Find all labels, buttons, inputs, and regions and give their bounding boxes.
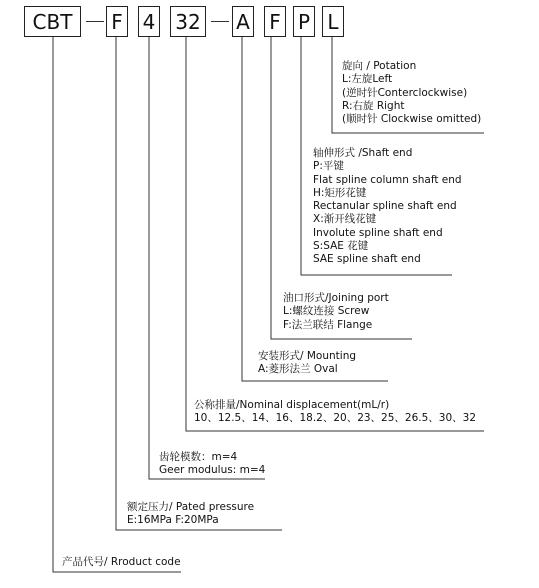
- mounting-description: [258, 350, 356, 377]
- joining-port-option: L:螺纹连接 Screw: [283, 305, 370, 318]
- gear-modulus-description: [159, 451, 265, 478]
- mounting-option: A:菱形法兰 Oval: [258, 363, 338, 376]
- shaft-end-option: SAE spline shaft end: [313, 253, 421, 266]
- shaft-end-option: P:平键: [313, 160, 344, 173]
- shaft-end-description: [313, 147, 462, 267]
- rotation-description: [342, 60, 481, 126]
- shaft-end-option: H:矩形花键: [313, 186, 367, 199]
- displacement-values: 10、12.5、14、16、18.2、20、23、25、26.5、30、32: [194, 412, 477, 425]
- code-box-shaft-end: P: [293, 6, 315, 37]
- shaft-end-option: Rectanular spline shaft end: [313, 200, 457, 213]
- rated-pressure-title: 额定压力/ Pated pressure: [127, 501, 255, 513]
- leader-product-code: [53, 37, 181, 572]
- rated-pressure-description: [127, 501, 254, 528]
- shaft-end-option: X:渐开线花键: [313, 213, 377, 226]
- gear-modulus-title: 齿轮模数：m=4: [159, 451, 238, 463]
- rotation-option: (逆时针Conterclockwise): [342, 86, 468, 99]
- rated-pressure-values: E:16MPa F:20MPa: [127, 514, 219, 527]
- code-box-gear-modulus: 4: [138, 6, 160, 37]
- shaft-end-option: S:SAE 花键: [313, 240, 369, 253]
- code-box-displacement: 32: [170, 6, 206, 37]
- shaft-end-option: Involute spline shaft end: [313, 226, 443, 239]
- joining-port-option: F:法兰联结 Flange: [283, 318, 373, 331]
- displacement-title: 公称排量/Nominal displacement(mL/r): [194, 399, 390, 411]
- rotation-title: 旋向 / Potation: [342, 60, 417, 72]
- code-box-joining-port: F: [264, 6, 286, 37]
- product-code-description: [62, 556, 181, 569]
- rotation-option: (顺时针 Clockwise omitted): [342, 113, 482, 126]
- shaft-end-option: Flat spline column shaft end: [313, 173, 462, 186]
- code-box-cbt: CBT: [24, 6, 81, 37]
- joining-port-description: [283, 292, 389, 332]
- shaft-end-title: 轴伸形式 /Shaft end: [313, 147, 413, 159]
- code-box-mounting: A: [232, 6, 254, 37]
- gear-modulus-value: Geer modulus: m=4: [159, 464, 266, 477]
- joining-port-title: 油口形式/Joining port: [283, 292, 389, 304]
- mounting-title: 安装形式/ Mounting: [258, 350, 357, 362]
- code-box-rotation: L: [322, 6, 344, 37]
- displacement-description: [194, 399, 476, 426]
- rotation-option: R:右旋 Right: [342, 99, 405, 112]
- product-code-title: 产品代号/ Rroduct code: [62, 556, 181, 568]
- rotation-option: L:左旋Left: [342, 73, 393, 86]
- code-box-rated-pressure: F: [106, 6, 128, 37]
